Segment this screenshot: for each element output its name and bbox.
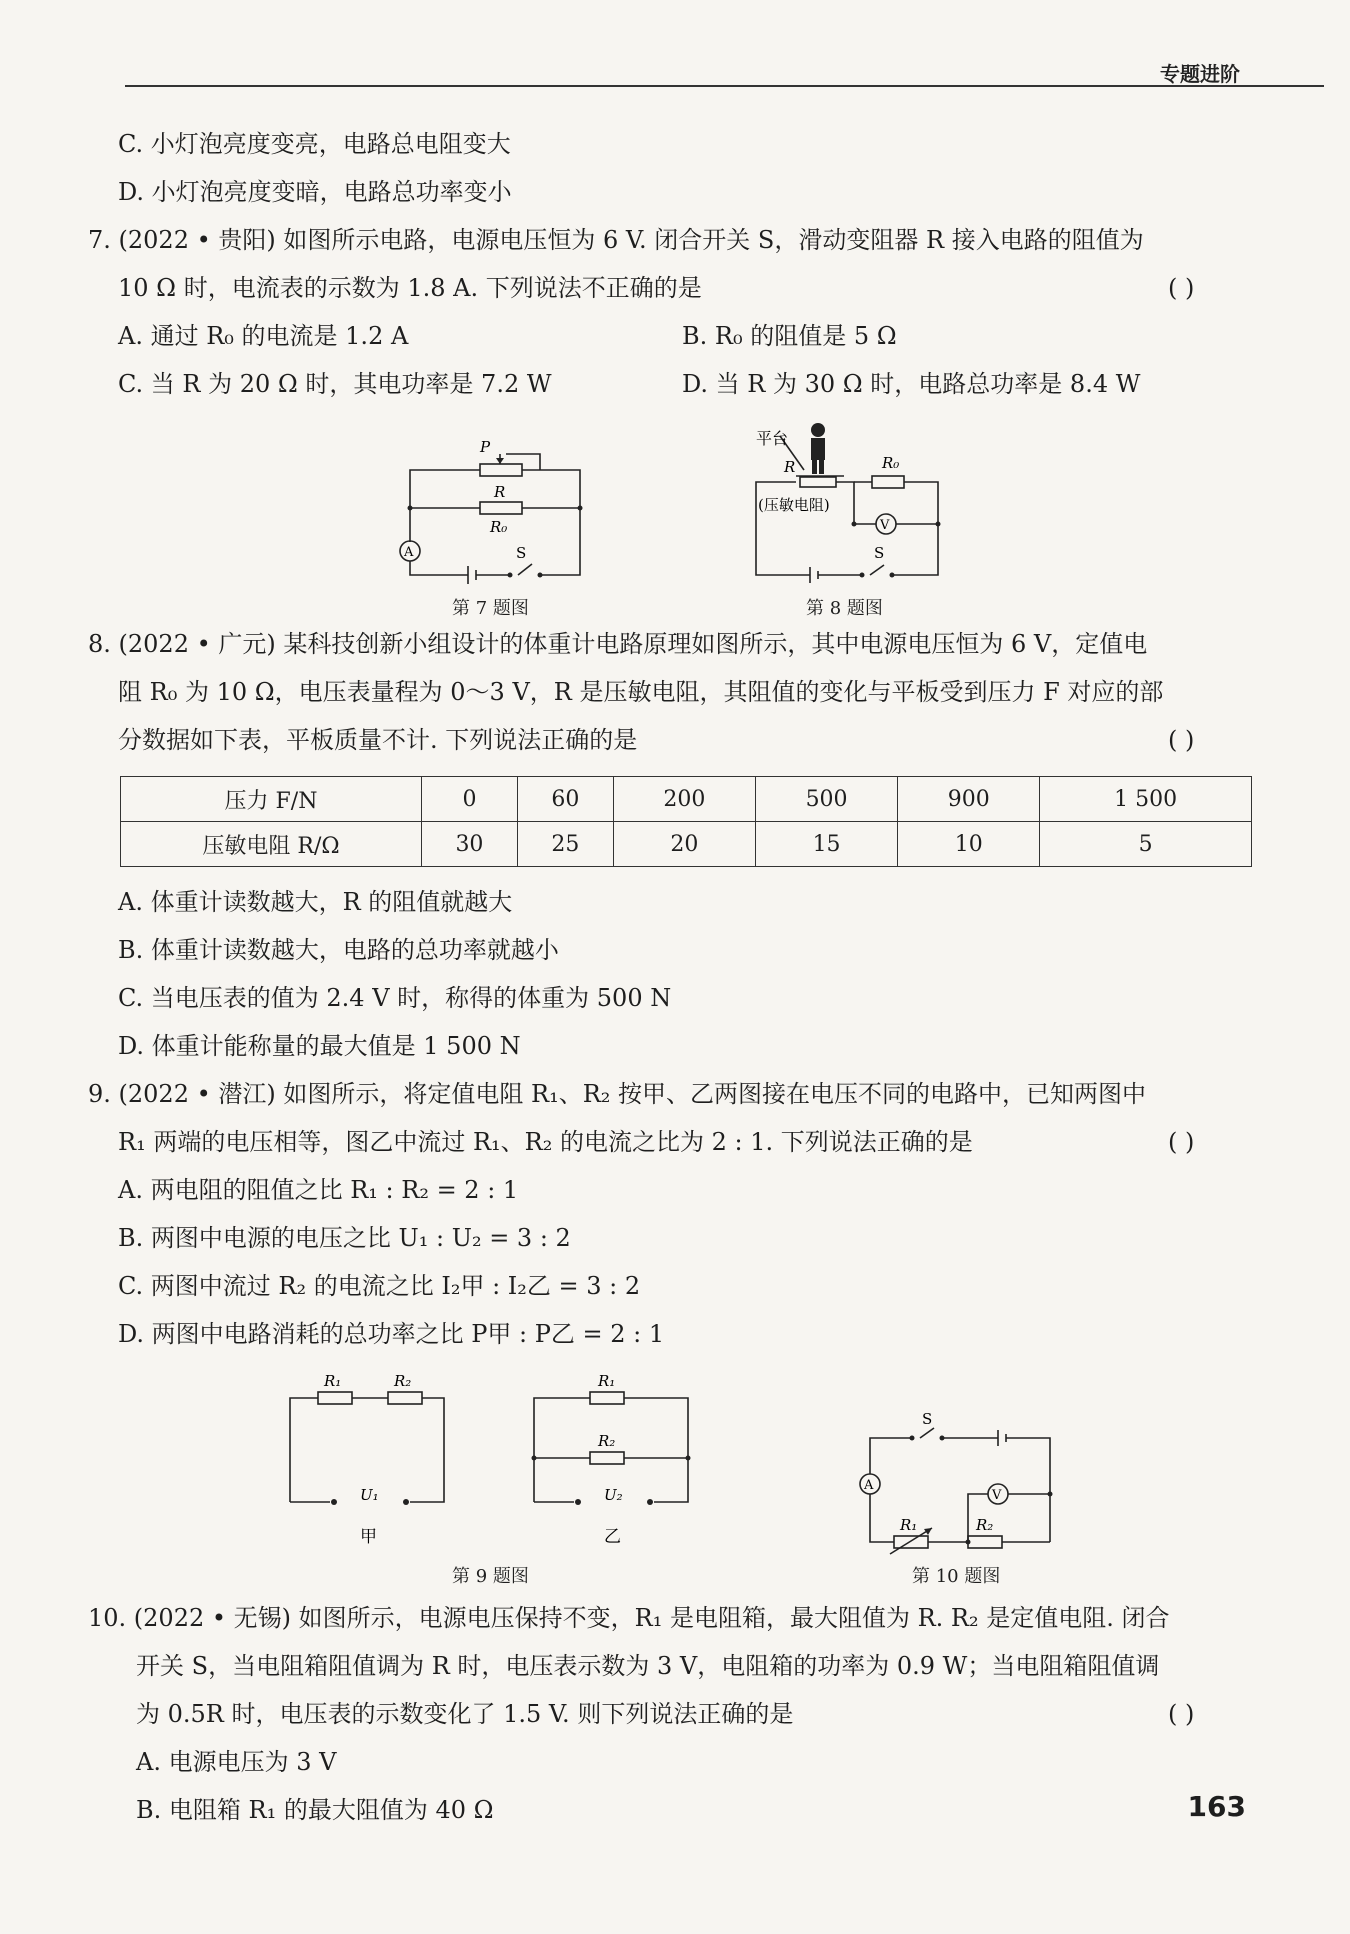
- header-rule: [125, 85, 1324, 87]
- section-title: 专题进阶: [1160, 62, 1240, 86]
- q7-figure-caption: 第 7 题图: [452, 598, 529, 619]
- q10-option-b: B. 电阻箱 R₁ 的最大阻值为 40 Ω: [136, 1796, 494, 1824]
- page-number: 163: [1187, 1790, 1246, 1823]
- table-cell: 30: [422, 822, 518, 867]
- table-row-resistance: [121, 822, 1252, 867]
- q7-option-c: C. 当 R 为 20 Ω 时，其电功率是 7.2 W: [118, 370, 552, 398]
- q10-option-a: A. 电源电压为 3 V: [136, 1748, 337, 1776]
- q10-stem-line3: 为 0.5R 时，电压表的示数变化了 1.5 V. 则下列说法正确的是: [136, 1700, 794, 1728]
- q8-label-switch: S: [874, 544, 885, 562]
- table-cell: 5: [1040, 822, 1252, 867]
- q10-circuit-diagram: [850, 1412, 1060, 1562]
- q10-label-r1: R₁: [900, 1516, 918, 1534]
- q9-circuit-yi: [528, 1370, 698, 1560]
- q10-label-switch: S: [922, 1410, 933, 1428]
- q8-figure-caption: 第 8 题图: [806, 598, 883, 619]
- q8-stem-line3: 分数据如下表，平板质量不计. 下列说法正确的是: [118, 726, 638, 754]
- q8-label-r0: R₀: [882, 454, 900, 472]
- q7-label-r0: R₀: [490, 518, 508, 536]
- q9-yi-label-r2: R₂: [598, 1432, 616, 1450]
- q9-option-c: C. 两图中流过 R₂ 的电流之比 I₂甲 : I₂乙 = 3 : 2: [118, 1272, 641, 1300]
- table-cell: 900: [898, 777, 1040, 822]
- q8-label-voltmeter: V: [880, 518, 890, 533]
- q9-jia-label-r2: R₂: [394, 1372, 412, 1390]
- q8-option-b: B. 体重计读数越大，电路的总功率就越小: [118, 936, 559, 964]
- q7-option-b: B. R₀ 的阻值是 5 Ω: [682, 322, 897, 350]
- q7-label-rheostat: R: [494, 483, 506, 501]
- q9-yi-label-r1: R₁: [598, 1372, 616, 1390]
- table-cell: 15: [755, 822, 897, 867]
- q6-option-c: C. 小灯泡亮度变亮，电路总电阻变大: [118, 130, 511, 158]
- table-row-force: [121, 777, 1252, 822]
- q10-figure-caption: 第 10 题图: [912, 1566, 1001, 1587]
- table-cell: 60: [517, 777, 613, 822]
- q7-label-switch: S: [516, 544, 527, 562]
- q10-stem-line2: 开关 S，当电阻箱阻值调为 R 时，电压表示数为 3 V，电阻箱的功率为 0.9 W；当电阻箱阻值调: [136, 1652, 1160, 1680]
- table-cell: 0: [422, 777, 518, 822]
- q8-option-a: A. 体重计读数越大，R 的阻值就越大: [118, 888, 513, 916]
- q7-answer-bracket: ( ): [1168, 274, 1195, 302]
- q8-stem-line2: 阻 R₀ 为 10 Ω，电压表量程为 0～3 V，R 是压敏电阻，其阻值的变化与平板受到压力 F 对应的部: [118, 678, 1164, 706]
- q8-label-platform: 平台: [756, 429, 789, 448]
- q8-circuit-diagram: [752, 420, 952, 590]
- table-header-force: 压力 F/N: [121, 777, 422, 822]
- q9-label-yi: 乙: [604, 1527, 621, 1547]
- q8-answer-bracket: ( ): [1168, 726, 1195, 754]
- q9-label-jia: 甲: [360, 1527, 377, 1547]
- q10-label-voltmeter: V: [992, 1488, 1002, 1503]
- q7-stem-line1: 7. (2022 • 贵阳) 如图所示电路，电源电压恒为 6 V. 闭合开关 S，滑动变阻器 R 接入电路的阻值为: [88, 226, 1144, 254]
- table-cell: 500: [755, 777, 897, 822]
- q7-label-slider: P: [480, 438, 491, 456]
- table-cell: 20: [613, 822, 755, 867]
- q10-answer-bracket: ( ): [1168, 1700, 1195, 1728]
- q8-label-sensor-note: (压敏电阻): [758, 496, 830, 514]
- q9-figure-caption: 第 9 题图: [452, 1566, 529, 1587]
- table-cell: 1 500: [1040, 777, 1252, 822]
- q7-label-ammeter: A: [404, 545, 414, 560]
- q9-label-u2: U₂: [604, 1486, 623, 1504]
- q10-stem-line1: 10. (2022 • 无锡) 如图所示，电源电压保持不变，R₁ 是电阻箱，最大阻值为 R. R₂ 是定值电阻. 闭合: [88, 1604, 1170, 1632]
- q10-label-ammeter: A: [864, 1478, 874, 1493]
- q7-circuit-diagram: [380, 440, 600, 590]
- q9-answer-bracket: ( ): [1168, 1128, 1195, 1156]
- q8-option-d: D. 体重计能称量的最大值是 1 500 N: [118, 1032, 521, 1060]
- q9-option-b: B. 两图中电源的电压之比 U₁ : U₂ = 3 : 2: [118, 1224, 571, 1252]
- q10-label-r2: R₂: [976, 1516, 994, 1534]
- q9-stem-line1: 9. (2022 • 潜江) 如图所示，将定值电阻 R₁、R₂ 按甲、乙两图接在电压不同的电路中，已知两图中: [88, 1080, 1147, 1108]
- q9-option-a: A. 两电阻的阻值之比 R₁ : R₂ = 2 : 1: [118, 1176, 519, 1204]
- table-cell: 10: [898, 822, 1040, 867]
- q8-stem-line1: 8. (2022 • 广元) 某科技创新小组设计的体重计电路原理如图所示，其中电源电压恒为 6 V，定值电: [88, 630, 1148, 658]
- q6-option-d: D. 小灯泡亮度变暗，电路总功率变小: [118, 178, 512, 206]
- q9-stem-line2: R₁ 两端的电压相等，图乙中流过 R₁、R₂ 的电流之比为 2 : 1. 下列说法正确的是: [118, 1128, 973, 1156]
- table-header-resistance: 压敏电阻 R/Ω: [121, 822, 422, 867]
- q9-circuit-jia: [284, 1370, 454, 1560]
- q8-data-table: [120, 776, 1252, 867]
- q9-option-d: D. 两图中电路消耗的总功率之比 P甲 : P乙 = 2 : 1: [118, 1320, 665, 1348]
- q7-option-d: D. 当 R 为 30 Ω 时，电路总功率是 8.4 W: [682, 370, 1141, 398]
- q7-option-a: A. 通过 R₀ 的电流是 1.2 A: [118, 322, 409, 350]
- q9-jia-label-r1: R₁: [324, 1372, 342, 1390]
- q8-option-c: C. 当电压表的值为 2.4 V 时，称得的体重为 500 N: [118, 984, 672, 1012]
- table-cell: 25: [517, 822, 613, 867]
- table-cell: 200: [613, 777, 755, 822]
- q9-label-u1: U₁: [360, 1486, 379, 1504]
- q7-stem-line2: 10 Ω 时，电流表的示数为 1.8 A. 下列说法不正确的是: [118, 274, 702, 302]
- q8-label-sensor: R: [784, 458, 796, 476]
